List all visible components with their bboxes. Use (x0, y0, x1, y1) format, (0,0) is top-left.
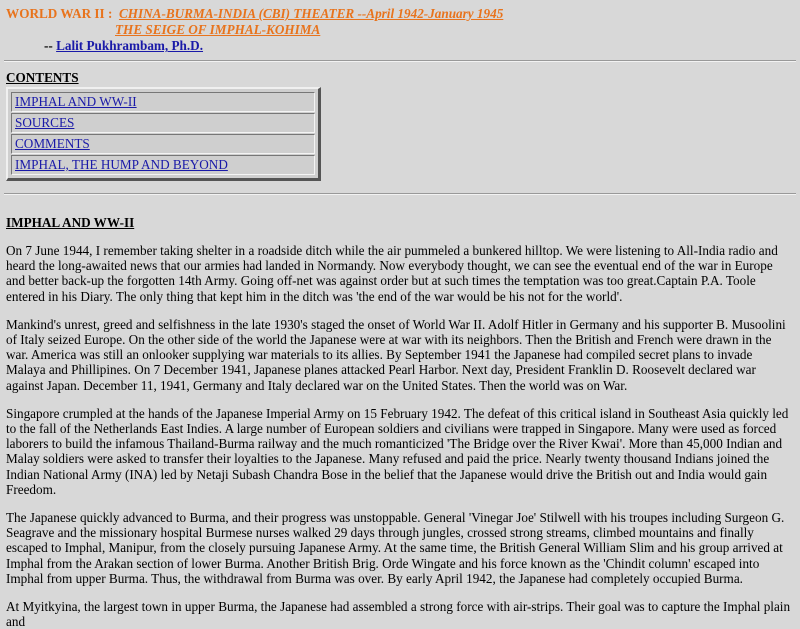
contents-table (6, 87, 321, 181)
title-line (6, 6, 794, 22)
toc-link-comments[interactable]: COMMENTS (15, 136, 90, 151)
series-title: WORLD WAR II : (6, 6, 113, 21)
author-prefix: -- (44, 38, 53, 53)
toc-link-hump[interactable]: IMPHAL, THE HUMP AND BEYOND (15, 157, 228, 172)
divider-contents (4, 193, 796, 195)
toc-row (11, 113, 315, 133)
toc-row (11, 92, 315, 112)
contents-heading: CONTENTS (6, 70, 79, 85)
paragraph: Singapore crumpled at the hands of the Japanese Imperial Army on 15 February 1942. The defeat of this critical island in Southeast Asia quickly led to the fall of the Netherlands East Indies. A large number of European soldiers and civilians were trapped in Singapore. Many were used as forced laborers to build the infamous Thailand-Burma railway and the much romanticized 'The Bridge over the River Kwai'. More than 45,000 Indian and Malay soldiers were asked to transfer their loyalties to the Japanese. Many refused and paid the price. Nearly twenty thousand Indians joined the Indian National Army (INA) led by Netaji Subash Chandra Bose in the belief that the Japanese would drive the British out and India would gain Freedom. (6, 405, 789, 497)
paragraph: At Myitkyina, the largest town in upper Burma, the Japanese had assembled a strong force with air-strips. Their goal was to capture the Imphal plain and (6, 599, 791, 629)
toc-row (11, 134, 315, 154)
toc-link-sources[interactable]: SOURCES (15, 115, 75, 130)
theater-title: CHINA-BURMA-INDIA (CBI) THEATER --April 1942-January 1945 (118, 6, 504, 21)
section-heading: IMPHAL AND WW-II (6, 215, 135, 230)
divider-top (4, 60, 796, 62)
toc-link-imphal-ww2[interactable]: IMPHAL AND WW-II (15, 94, 137, 109)
page-header (6, 6, 794, 54)
toc-row (11, 155, 315, 175)
page-subtitle: THE SEIGE OF IMPHAL-KOHIMA (115, 22, 321, 37)
author-line (6, 38, 794, 54)
paragraph: On 7 June 1944, I remember taking shelter in a roadside ditch while the air pummeled a bunkered hilltop. We were listening to All-India radio and heard the long-awaited news that our armies had landed in Normandy. Now everybody thought, we can see the eventual end of the war in Europe and better back-up the forgotten 14th Army. Going off-net was against order but at such times the temptation was too great.Captain P.A. Toole entered in his Diary. The only thing that kept him in the ditch was 'the end of the war would be his not for the world'. (6, 243, 778, 304)
paragraph: Mankind's unrest, greed and selfishness in the late 1930's staged the onset of World War II. Adolf Hitler in Germany and his supporter B. Musoolini of Italy seized Europe. On the other side of the world the Japanese were at war with its neighbors. Then the British and French were drawn in the war. America was still an onlooker supplying war materials to its allies. By September 1941 the Japanese had compiled secret plans to invade Malaya and Phillipines. On 7 December 1941, Japanese planes attacked Pearl Harbor. Next day, President Franklin D. Roosevelt declared war against Japan. December 11, 1941, Germany and Italy declared war on the United States. Then the world was on War. (6, 316, 786, 393)
paragraph: The Japanese quickly advanced to Burma, and their progress was unstoppable. General 'Vinegar Joe' Stilwell with his troupes including Surgeon G. Seagrave and the missionary hospital Burmese nurses walked 29 days through jungles, crossed strong streams, climbed mountains and finally escaped to Imphal, Manipur, from the closely pursuing Japanese Army. At the same time, the British General William Slim and his group arrived at Imphal from the Arakan section of lower Burma. Another British Brig. Orde Wingate and his force known as the 'Chindit column' escaped into Imphal from upper Burma. Thus, the withdrawal from Burma was over. By early April 1942, the Japanese had completely occupied Burma. (6, 510, 785, 586)
author-link[interactable]: Lalit Pukhrambam, Ph.D. (56, 38, 204, 53)
